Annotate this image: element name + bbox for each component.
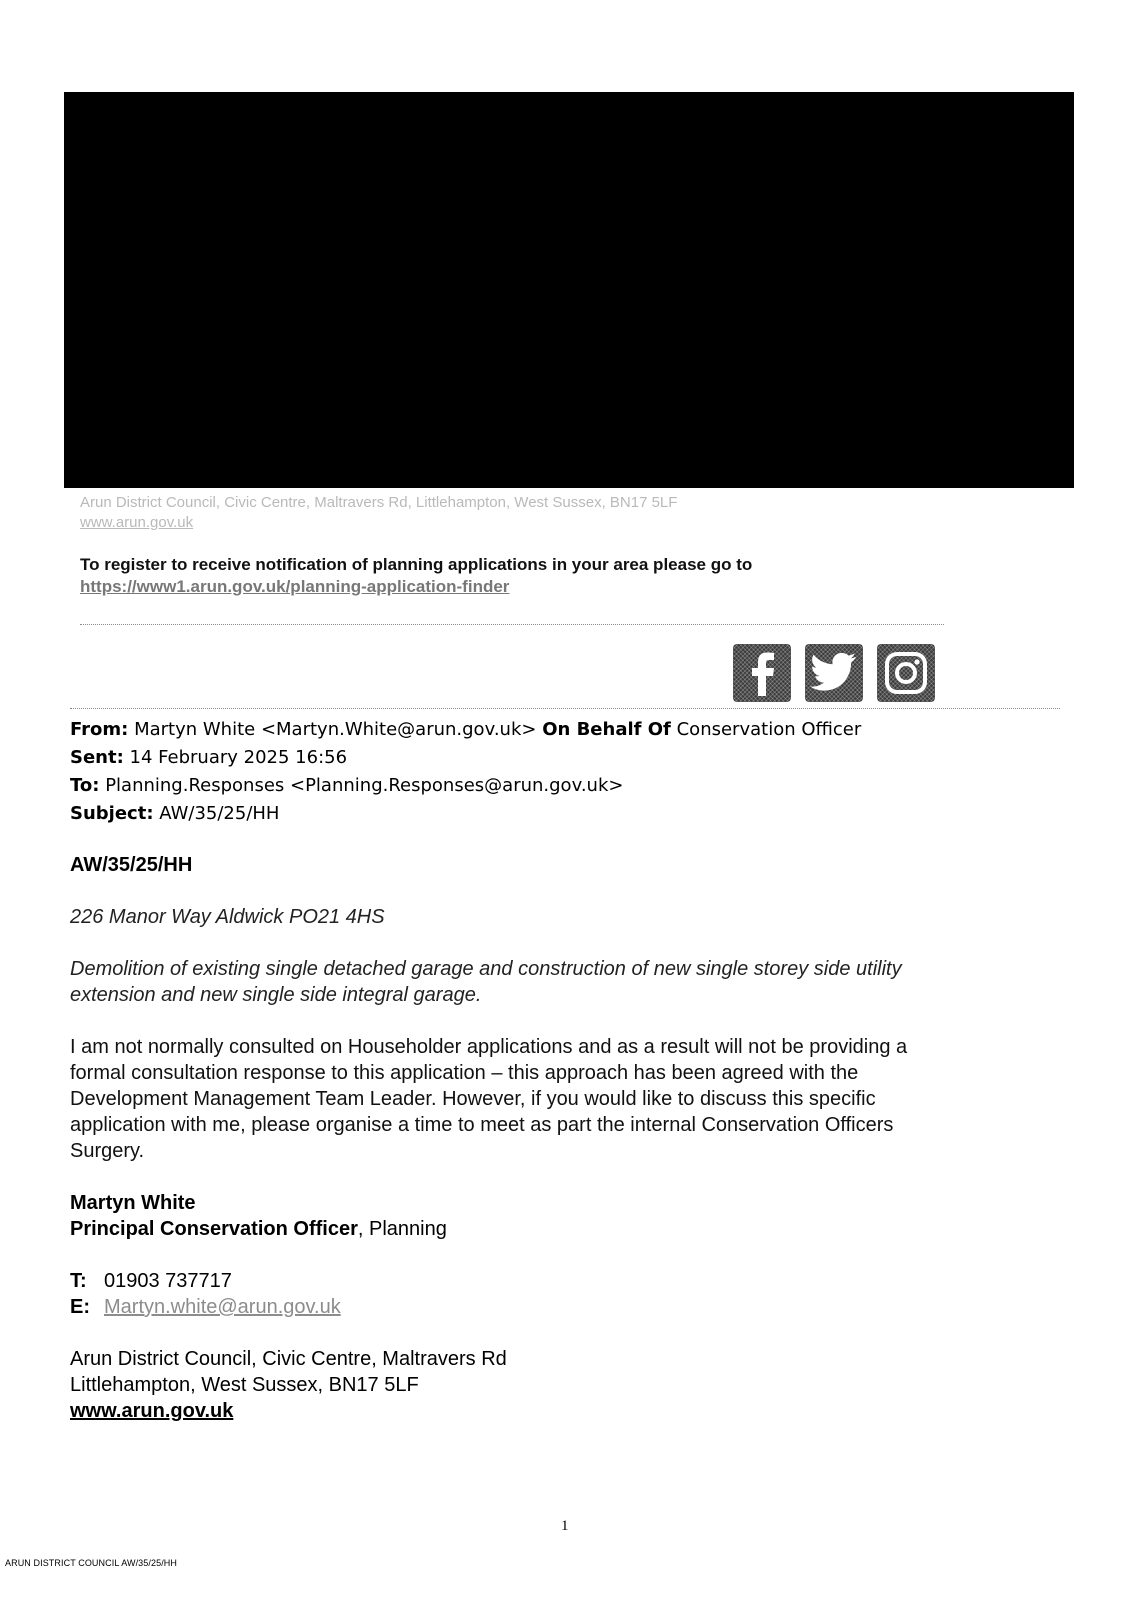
email-label: E:	[70, 1296, 90, 1318]
banner-website-link[interactable]: www.arun.gov.uk	[80, 514, 194, 531]
from-label: From:	[70, 719, 129, 740]
divider-header	[70, 708, 1060, 709]
paragraph-line: I am not normally consulted on Householder applications and as a result will not be providing a	[70, 1036, 908, 1058]
paragraph-line: Development Management Team Leader. However, if you would like to discuss this specific	[70, 1088, 876, 1110]
application-reference: AW/35/25/HH	[70, 854, 193, 876]
contact-block	[70, 1268, 341, 1320]
redacted-block	[64, 92, 1074, 488]
email-link[interactable]: Martyn.white@arun.gov.uk	[104, 1296, 341, 1318]
site-address: 226 Manor Way Aldwick PO21 4HS	[70, 906, 385, 928]
email-header	[70, 716, 861, 828]
subject-label: Subject:	[70, 803, 154, 824]
register-text: To register to receive notification of planning applications in your area please go to	[80, 555, 753, 574]
paragraph-line: application with me, please organise a time to meet as part the internal Conservation Officers	[70, 1114, 894, 1136]
subject-line	[70, 800, 861, 828]
response-paragraph	[70, 1034, 907, 1164]
signer-department: , Planning	[357, 1218, 447, 1240]
behalf-value: Conservation Officer	[676, 719, 862, 740]
page-number: 1	[561, 1518, 569, 1534]
to-line	[70, 772, 861, 800]
sent-value: 14 February 2025 16:56	[129, 747, 348, 768]
from-value: Martyn White <Martyn.White@arun.gov.uk>	[134, 719, 537, 740]
sent-line	[70, 744, 861, 772]
twitter-icon[interactable]	[805, 644, 863, 702]
document-footer: ARUN DISTRICT COUNCIL AW/35/25/HH	[5, 1558, 177, 1568]
council-address	[70, 1346, 507, 1424]
divider-top	[80, 624, 944, 625]
to-value: Planning.Responses <Planning.Responses@arun.gov.uk>	[105, 775, 624, 796]
banner-address: Arun District Council, Civic Centre, Maltravers Rd, Littlehampton, West Sussex, BN17 5LF	[80, 494, 678, 511]
signer-name: Martyn White	[70, 1192, 196, 1214]
address-line: Littlehampton, West Sussex, BN17 5LF	[70, 1374, 419, 1396]
paragraph-line: Surgery.	[70, 1140, 145, 1162]
phone-label: T:	[70, 1270, 87, 1292]
behalf-label: On Behalf Of	[542, 719, 671, 740]
planning-finder-link[interactable]: https://www1.arun.gov.uk/planning-application-finder	[80, 577, 510, 596]
description-line: extension and new single side integral garage.	[70, 984, 482, 1006]
subject-value: AW/35/25/HH	[159, 803, 280, 824]
to-label: To:	[70, 775, 100, 796]
from-line	[70, 716, 861, 744]
address-line: Arun District Council, Civic Centre, Maltravers Rd	[70, 1348, 507, 1370]
sent-label: Sent:	[70, 747, 124, 768]
proposal-description	[70, 956, 902, 1008]
instagram-icon[interactable]	[877, 644, 935, 702]
description-line: Demolition of existing single detached garage and construction of new single storey side utility	[70, 958, 902, 980]
facebook-icon[interactable]	[733, 644, 791, 702]
signature-block	[70, 1190, 447, 1242]
paragraph-line: formal consultation response to this application – this approach has been agreed with the	[70, 1062, 859, 1084]
signer-title: Principal Conservation Officer	[70, 1218, 358, 1240]
website-link[interactable]: www.arun.gov.uk	[70, 1400, 234, 1422]
phone-number: 01903 737717	[104, 1270, 232, 1292]
